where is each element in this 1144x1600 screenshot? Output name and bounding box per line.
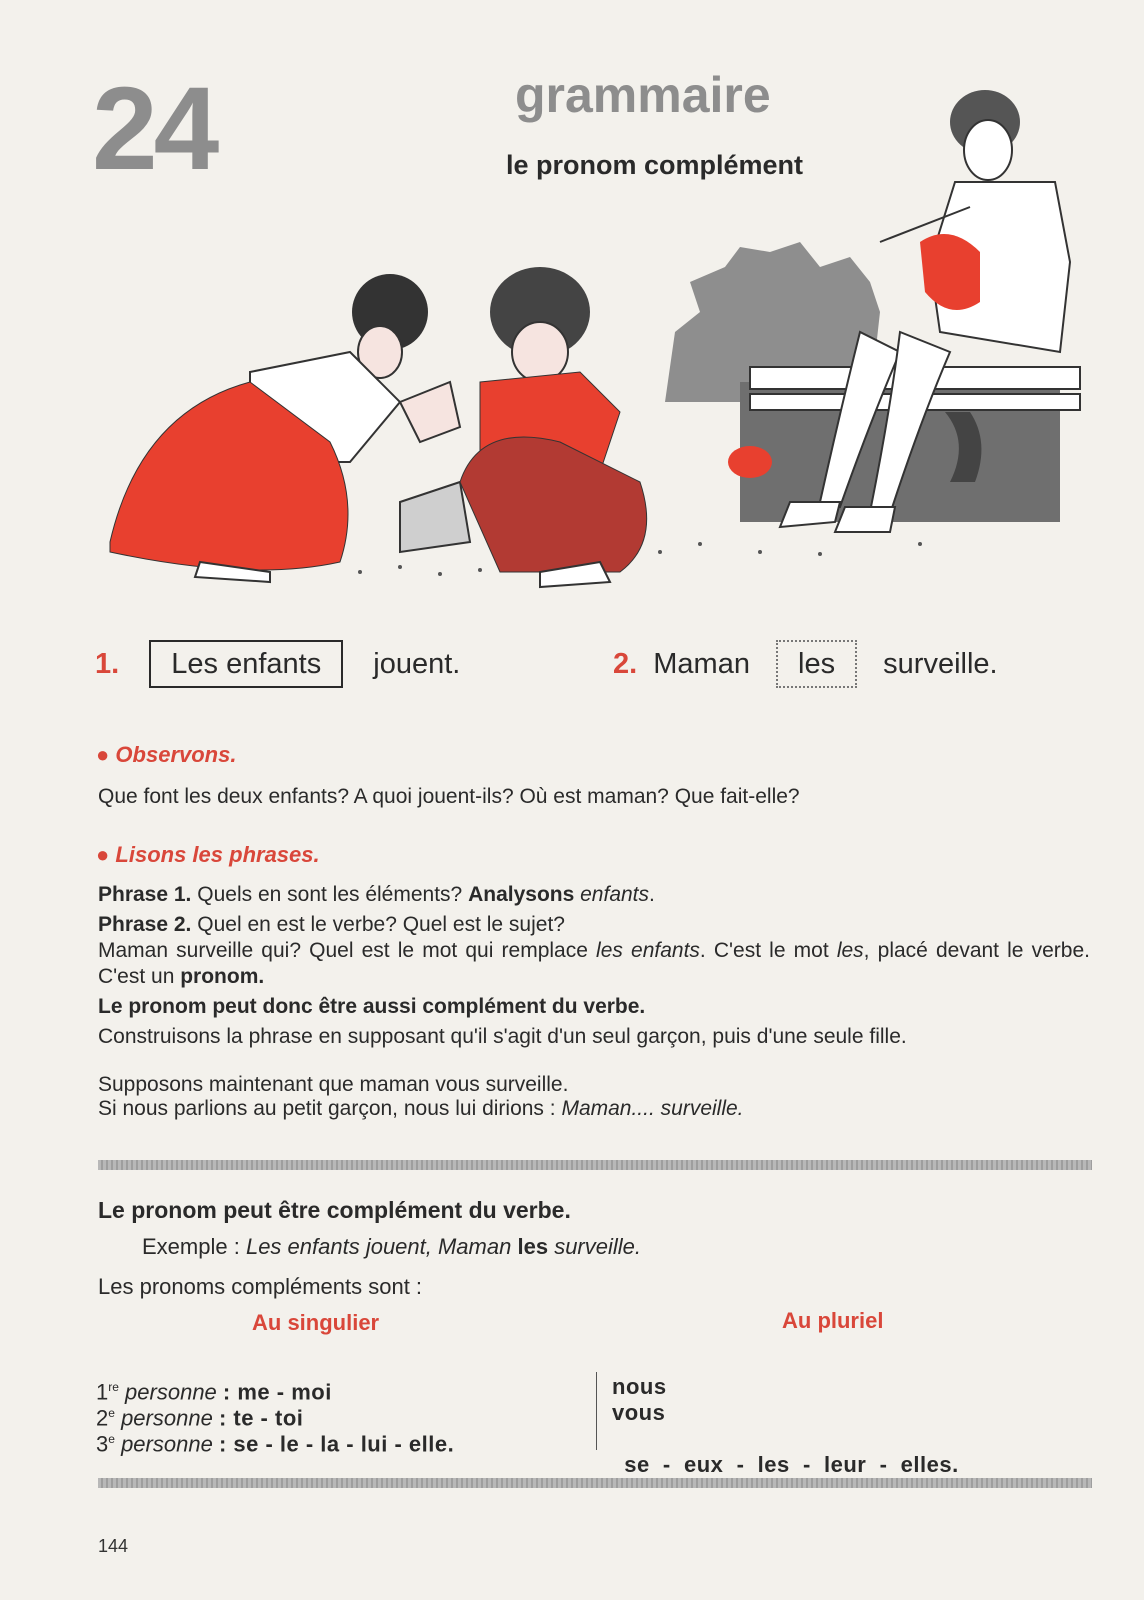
example-verb: surveille. — [883, 648, 998, 680]
illustration-children-playing — [100, 82, 1100, 600]
phrase-2-explanation — [98, 938, 1090, 990]
column-divider — [596, 1372, 597, 1450]
phrase-end: . — [649, 883, 655, 906]
heading-text: Lisons les phrases. — [115, 842, 320, 867]
divider-rule — [98, 1160, 1092, 1170]
phrase-italic: enfants — [580, 883, 650, 906]
wool-ball-illustration — [728, 446, 772, 478]
heading-text: Observons. — [115, 742, 237, 767]
table-row — [96, 1426, 454, 1457]
dialogue-text — [98, 1096, 1090, 1122]
boxed-pronoun: les — [776, 640, 857, 688]
singular-heading: Au singulier — [252, 1310, 380, 1335]
phrase-label: Phrase 2. — [98, 913, 192, 936]
example-verb: jouent. — [373, 648, 461, 680]
singular-forms: : me - moi — [222, 1379, 332, 1405]
example-label: Exemple : — [142, 1234, 240, 1259]
observons-text: Que font les deux enfants? A quoi jouent-ils? Où est maman? Que fait-elle? — [98, 785, 800, 808]
singular-forms: : te - toi — [218, 1405, 304, 1431]
supposition-text: Supposons maintenant que maman vous surveille. — [98, 1073, 569, 1096]
text-part: Si nous parlions au petit garçon, nous lui dirions : — [98, 1097, 556, 1120]
bullet-icon: ● — [96, 742, 110, 767]
example-sentence-1 — [95, 648, 460, 681]
lisons-heading — [96, 842, 320, 868]
ordinal-suffix: e — [108, 1432, 115, 1446]
example-number: 1. — [95, 648, 120, 680]
summary-example — [142, 1234, 641, 1260]
rule-statement: Le pronom peut donc être aussi complément du verbe. — [98, 995, 646, 1018]
section-title: grammaire — [515, 67, 771, 123]
person-label: personne — [125, 1379, 217, 1405]
pronouns-intro: Les pronoms compléments sont : — [98, 1274, 423, 1299]
phrase-text: Quel en est le verbe? Quel est le sujet? — [197, 913, 565, 936]
ordinal-suffix: re — [108, 1380, 119, 1394]
ordinal-suffix: e — [108, 1406, 115, 1420]
phrase-1-line — [98, 882, 1090, 908]
ordinal: 2 — [96, 1405, 109, 1431]
table-row-plural — [612, 1374, 667, 1400]
page-number: 144 — [98, 1536, 129, 1556]
example-subject: Maman — [653, 648, 750, 680]
text-part: , placé devant le verbe. C'est un — [98, 939, 1090, 988]
lesson-number: 24 — [92, 63, 216, 195]
phrase-label: Phrase 1. — [98, 883, 192, 906]
boxed-subject: Les enfants — [149, 640, 343, 688]
text-part: Maman surveille qui? Quel est le mot qui remplace — [98, 939, 588, 962]
text-italic: les — [836, 939, 864, 962]
text-italic: Maman.... surveille. — [561, 1097, 744, 1120]
bullet-icon: ● — [96, 842, 110, 867]
example-bold: les — [517, 1234, 549, 1259]
observons-heading — [96, 742, 236, 768]
summary-rule: Le pronom peut être complément du verbe. — [98, 1197, 571, 1223]
divider-rule — [98, 1478, 1092, 1488]
phrase-text: Quels en sont les éléments? — [197, 883, 463, 906]
phrase-2-line — [98, 912, 1090, 938]
example-italic: Les enfants jouent, Maman — [245, 1234, 512, 1259]
plural-forms: nous — [612, 1374, 667, 1399]
plural-forms: se - eux - les - leur - elles. — [624, 1452, 959, 1477]
text-italic: les enfants — [596, 939, 700, 962]
ordinal: 3 — [96, 1431, 109, 1457]
example-italic: surveille. — [554, 1234, 641, 1259]
table-row-plural — [612, 1400, 665, 1426]
table-row-plural — [612, 1426, 959, 1478]
person-label: personne — [121, 1431, 213, 1457]
plural-forms: vous — [612, 1400, 666, 1425]
plural-heading: Au pluriel — [782, 1308, 884, 1333]
construction-text: Construisons la phrase en supposant qu'il s'agit d'un seul garçon, puis d'une seule fille. — [98, 1025, 907, 1048]
ordinal: 1 — [96, 1379, 109, 1405]
lesson-subtitle: le pronom complément — [506, 150, 804, 180]
example-sentence-2 — [613, 648, 998, 681]
singular-forms: : se - le - la - lui - elle. — [218, 1431, 455, 1457]
text-bold: pronom. — [180, 965, 265, 988]
text-part: . C'est le mot — [699, 939, 829, 962]
example-number: 2. — [613, 648, 638, 680]
phrase-bold: Analysons — [468, 883, 575, 906]
person-label: personne — [121, 1405, 213, 1431]
